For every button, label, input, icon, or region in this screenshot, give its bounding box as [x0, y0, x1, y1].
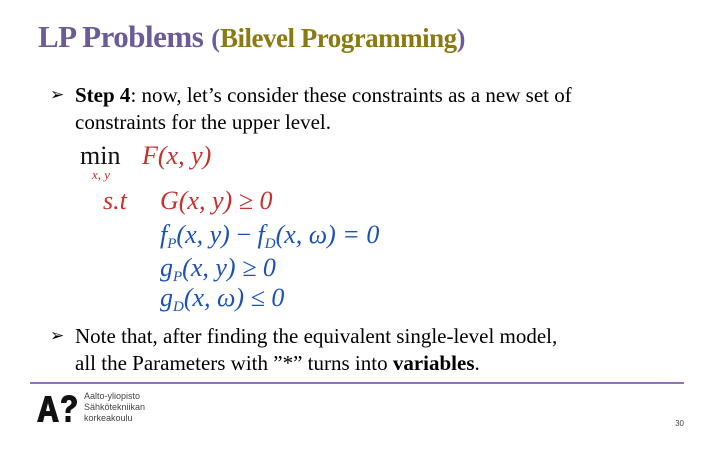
math-st: s.t: [103, 186, 127, 215]
math-constraint-3: [160, 253, 276, 286]
c4-body: (x, ω) ≤ 0: [183, 283, 285, 312]
note-variables: variables: [392, 351, 475, 375]
c2-left: (x, y): [176, 220, 230, 249]
title-subtitle: Bilevel Programming: [219, 23, 457, 53]
bullet-step4: [50, 82, 572, 136]
c2-minus: −: [229, 220, 258, 249]
logo-text: [84, 391, 145, 424]
bullet-note: [50, 323, 557, 377]
logo-line: Aalto-yliopisto: [84, 391, 141, 401]
step-text-line2: constraints for the upper level.: [75, 110, 331, 134]
step-text-line1: : now, let’s consider these constraints as a new set of: [130, 83, 572, 107]
c3-body: (x, y) ≥ 0: [182, 253, 276, 282]
arrow-bullet-icon: ➢: [50, 326, 65, 346]
note-line2-post: .: [474, 351, 480, 375]
f-symbol: f: [160, 220, 168, 249]
math-constraint-4: [160, 283, 284, 316]
bullet-step4-text: [75, 82, 572, 136]
title-open-paren: (: [211, 24, 220, 53]
step-label: Step 4: [75, 83, 131, 107]
slide-title: [38, 18, 465, 55]
title-main: LP Problems: [38, 19, 204, 54]
title-close-paren: ): [456, 24, 466, 53]
g-symbol: g: [160, 253, 173, 282]
logo-line: Sähkötekniikan: [84, 402, 146, 412]
g-symbol: g: [160, 283, 173, 312]
math-constraint-2: [160, 220, 379, 253]
footer-divider: [30, 382, 684, 384]
aalto-logo-icon: [36, 394, 78, 424]
math-min-subscript: x, y: [92, 167, 111, 182]
logo-line: korkeakoulu: [84, 413, 133, 423]
math-objective: F(x, y): [142, 141, 212, 170]
math-constraint-1: G(x, y) ≥ 0: [160, 186, 273, 215]
note-line1: Note that, after finding the equivalent single-level model,: [75, 324, 558, 348]
bullet-note-text: [75, 323, 557, 377]
subscript-d: D: [264, 236, 276, 252]
page-number: 30: [675, 419, 684, 428]
subscript-d: D: [173, 299, 184, 315]
c2-right: (x, ω) = 0: [275, 220, 380, 249]
subscript-p: P: [167, 236, 177, 252]
arrow-bullet-icon: ➢: [50, 85, 65, 105]
min-operator: min: [80, 141, 121, 170]
subscript-p: P: [173, 269, 183, 285]
f-symbol: f: [257, 220, 265, 249]
note-line2-pre: all the Parameters with ”*” turns into: [75, 351, 393, 375]
